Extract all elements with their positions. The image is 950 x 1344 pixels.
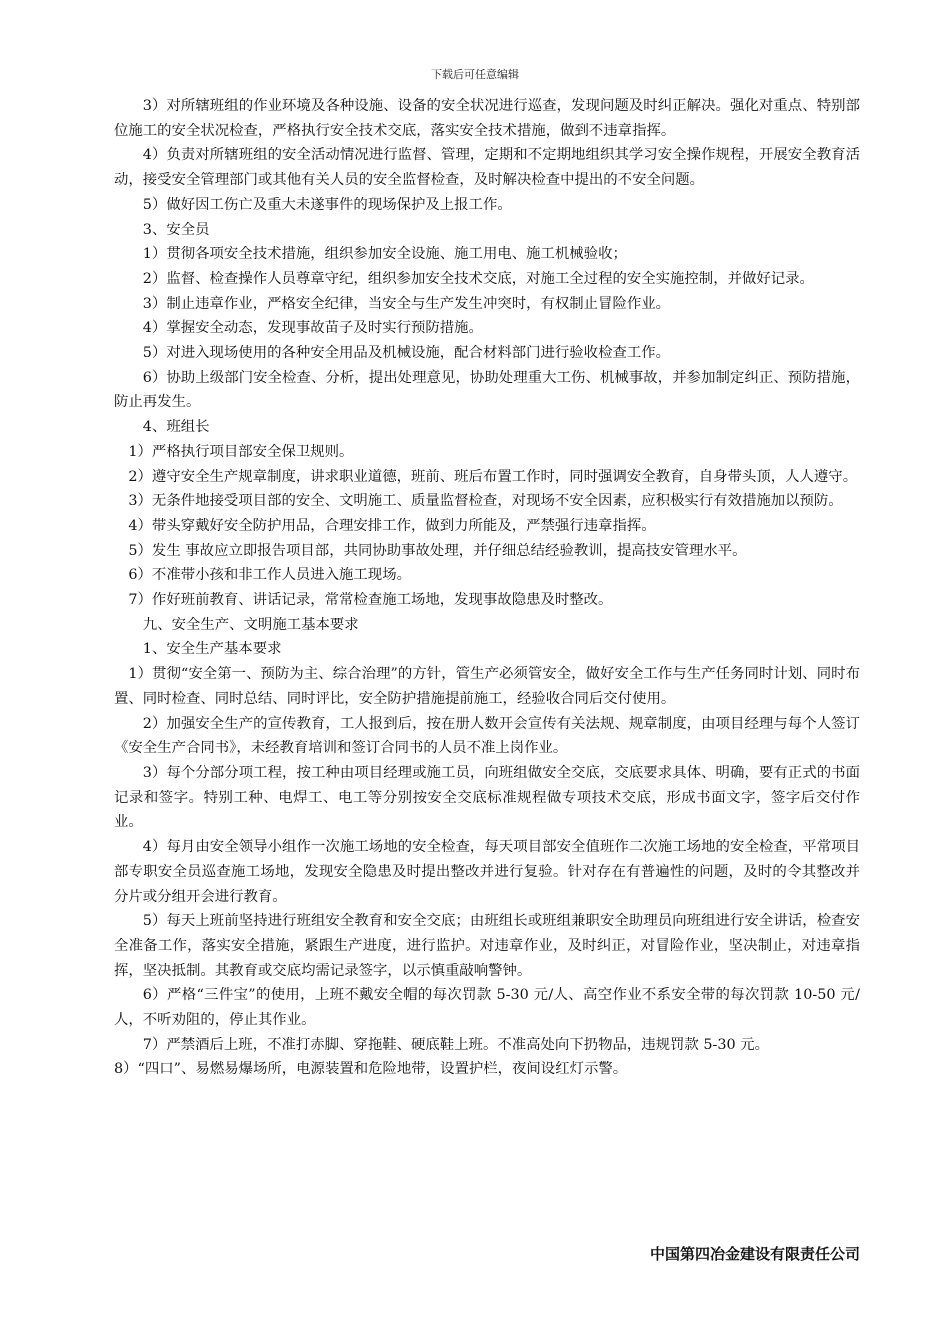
paragraph: 5）做好因工伤亡及重大未遂事件的现场保护及上报工作。 [142,196,512,213]
paragraph: 3）每个分部分项工程，按工种由项目经理或施工员，向班组做安全交底，交底要求具体、明确，要有正式的书面记录和签字。特别工种、电焊工、电工等分别按安全交底标准规程做专项技术交底，形成书面文字，签字后交付作业。 [114,764,860,831]
paragraph: 3）对所辖班组的作业环境及各种设施、设备的安全状况进行巡查，发现问题及时纠正解决。强化对重点、特别部位施工的安全状况检查，严格执行安全技术交底，落实安全技术措施，做到不违章指挥。 [114,98,860,139]
paragraph: 2）监督、检查操作人员尊章守纪，组织参加安全技术交底，对施工全过程的安全实施控制，并做好记录。 [142,270,814,287]
paragraph: 6）不准带小孩和非工作人员进入施工现场。 [128,567,411,584]
paragraph: 2）遵守安全生产规章制度，讲求职业道德，班前、班后布置工作时，同时强调安全教育，自身带头顶，人人遵守。 [128,468,858,485]
paragraph: 7）严禁酒后上班，不准打赤脚、穿拖鞋、硬底鞋上班。不准高处向下扔物品，违规罚款 5-30 元。 [142,1036,770,1053]
document-body [114,94,860,1082]
paragraph: 1）严格执行项目部安全保卫规则。 [128,443,354,460]
paragraph: 6）协助上级部门安全检查、分析，提出处理意见，协助处理重大工伤、机械事故，并参加制定纠正、预防措施，防止再发生。 [114,369,860,411]
paragraph: 3）无条件地接受项目部的安全、文明施工、质量监督检查，对现场不安全因素，应积极实行有效措施加以预防。 [128,493,843,510]
section-heading: 1、安全生产基本要求 [142,641,282,658]
paragraph: 1）贯彻“安全第一、预防为主、综合治理”的方针，管生产必须管安全，做好安全工作与生产任务同时计划、同时布置、同时检查、同时总结、同时评比，安全防护措施提前施工，经验收合同后交付使用。 [114,666,860,707]
header-note: 下载后可任意编辑 [431,68,519,81]
company-name: 中国第四冶金建设有限责任公司 [649,1245,860,1263]
paragraph: 4）带头穿戴好安全防护用品，合理安排工作，做到力所能及，严禁强行违章指挥。 [128,517,656,534]
paragraph: 3）制止违章作业，严格安全纪律，当安全与生产发生冲突时，有权制止冒险作业。 [142,295,671,312]
paragraph: 5）每天上班前坚持进行班组安全教育和安全交底；由班组长或班组兼职安全助理员向班组进行安全讲话，检查安全准备工作，落实安全措施，紧跟生产进度，进行监护。对违章作业，及时纠正，对冒险作业，坚决制止，对违章指挥，坚决抵制。其教育或交底均需记录签字，以示慎重敲响警钟。 [114,913,860,979]
paragraph: 4）负责对所辖班组的安全活动情况进行监督、管理，定期和不定期地组织其学习安全操作规程，开展安全教育活动，接受安全管理部门或其他有关人员的安全监督检查，及时解决检查中提出的不安全问题。 [114,147,860,189]
paragraph: 6）严格“三件宝”的使用，上班不戴安全帽的每次罚款 5-30 元/人、高空作业不系安全带的每次罚款 10-50 元/人，不听劝阻的，停止其作业。 [114,987,860,1029]
paragraph: 5）对进入现场使用的各种安全用品及机械设施，配合材料部门进行验收检查工作。 [142,345,671,362]
paragraph: 7）作好班前教育、讲话记录，常常检查施工场地，发现事故隐患及时整改。 [128,592,613,609]
paragraph: 8）“四口”、易燃易爆场所，电源装置和危险地带，设置护栏，夜间设红灯示警。 [114,1061,628,1078]
paragraph: 1）贯彻各项安全技术措施，组织参加安全设施、施工用电、施工机械验收； [142,246,627,263]
section-heading: 4、班组长 [142,419,210,436]
paragraph: 2）加强安全生产的宣传教育，工人报到后，按在册人数开会宣传有关法规、规章制度，由项目经理与每个人签订《安全生产合同书》，未经教育培训和签订合同书的人员不准上岗作业。 [114,715,860,757]
paragraph: 4）掌握安全动态，发现事故苗子及时实行预防措施。 [142,320,483,337]
section-heading: 3、安全员 [142,221,210,238]
paragraph: 5）发生 事故应立即报告项目部，共同协助事故处理，并仔细总结经验教训，提高技安管理水平。 [128,542,747,559]
paragraph: 4）每月由安全领导小组作一次施工场地的安全检查，每天项目部安全值班作二次施工场地的安全检查，平常项目部专职安全员巡查施工场地，发现安全隐患及时提出整改并进行复验。针对存在有普遍性的问题，及时的令其整改并分片或分组开会进行教育。 [114,839,860,905]
chapter-heading: 九、安全生产、文明施工基本要求 [142,616,359,633]
